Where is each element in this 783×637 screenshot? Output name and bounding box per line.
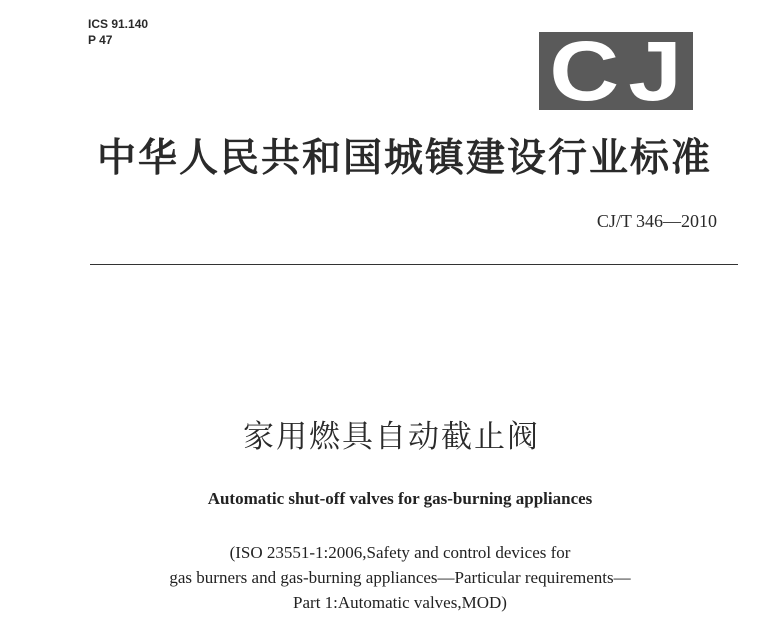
standard-number: CJ/T 346—2010 bbox=[596, 211, 717, 231]
iso-reference-line: Part 1:Automatic valves,MOD) bbox=[293, 593, 507, 612]
ics-code: ICS 91.140 bbox=[88, 17, 149, 31]
header-divider bbox=[90, 264, 738, 265]
cj-logo-text: CJ bbox=[549, 24, 692, 118]
issuing-organization-title: 中华人民共和国城镇建设行业标准 bbox=[97, 136, 713, 181]
iso-reference bbox=[0, 540, 783, 615]
p-code: P 47 bbox=[88, 33, 113, 47]
iso-reference-line: gas burners and gas-burning appliances—Particular requirements— bbox=[169, 568, 631, 587]
document-title-english: Automatic shut-off valves for gas-burning appliances bbox=[207, 489, 593, 508]
classification-codes bbox=[88, 16, 148, 48]
cj-logo bbox=[539, 24, 693, 118]
document-title-chinese: 家用燃具自动截止阀 bbox=[243, 419, 540, 455]
iso-reference-line: (ISO 23551-1:2006,Safety and control devices for bbox=[229, 543, 571, 562]
